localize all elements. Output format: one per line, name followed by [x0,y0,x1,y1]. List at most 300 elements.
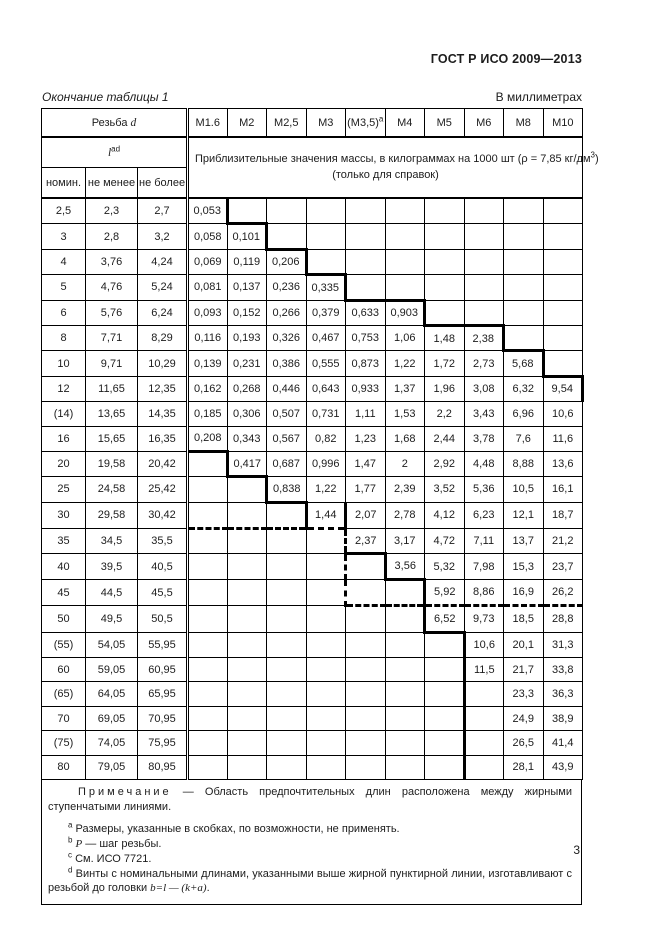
mass-cell: 2,39 [385,477,425,502]
mass-cell: 0,137 [227,275,267,300]
min-cell: 19,58 [86,451,138,476]
mass-cell [464,731,504,755]
mass-cell: 1,37 [385,376,425,401]
mass-cell [306,249,346,274]
mass-cell [227,502,267,528]
mass-cell: 3,17 [385,529,425,554]
mass-cell [188,632,228,657]
mass-cell [227,682,267,706]
table-row [42,606,583,632]
mass-cell [267,755,307,779]
mass-cell [188,606,228,632]
mass-cell [267,632,307,657]
mass-cell: 1,96 [425,376,465,401]
mass-cell: 5,32 [425,554,465,579]
mass-cell [188,529,228,554]
mass-cell: 36,3 [543,682,583,706]
max-cell: 4,24 [138,249,188,274]
mass-cell: 3,08 [464,376,504,401]
nominal-cell: 12 [42,376,86,401]
table-row [42,224,583,249]
mass-cell: 0,379 [306,300,346,325]
mass-cell: 2,92 [425,451,465,476]
mass-cell: 9,54 [543,376,583,401]
max-cell: 12,35 [138,376,188,401]
table-row [42,325,583,350]
table-row [42,477,583,502]
size-col-header: М2 [227,109,267,138]
mass-cell [227,477,267,502]
mass-cell [188,579,228,605]
mass-cell: 1,47 [346,451,386,476]
min-cell: 2,3 [86,198,138,224]
mass-cell: 2,07 [346,502,386,528]
mass-cell: 1,44 [306,502,346,528]
min-cell: 39,5 [86,554,138,579]
footnote-a: $^a$ Размеры, указанные в скобках, по возможности, не применять. [68,820,400,836]
nominal-cell: 80 [42,755,86,779]
mass-cell: 0,268 [227,376,267,401]
max-cell: 2,7 [138,198,188,224]
mass-cell [346,682,386,706]
mass-cell: 1,06 [385,325,425,350]
mass-cell: 1,22 [385,351,425,376]
mass-cell [504,275,544,300]
nominal-cell: 16 [42,426,86,451]
mass-cell: 43,9 [543,755,583,779]
table-row [42,682,583,706]
mass-cell: 0,266 [267,300,307,325]
mass-cell: 0,82 [306,426,346,451]
mass-cell: 0,731 [306,402,346,426]
mass-cell: 5,92 [425,579,465,605]
note-text: Область предпочтительных длин расположена между жирными ступенчатыми линиями. [48,785,572,813]
mass-header-exp: 3 [590,149,595,159]
mass-header [188,137,599,198]
mass-cell: 0,193 [227,325,267,350]
max-cell: 8,29 [138,325,188,350]
mass-cell [504,249,544,274]
mass-cell: 0,162 [188,376,228,401]
min-cell: 3,76 [86,249,138,274]
mass-cell: 1,68 [385,426,425,451]
mass-cell: 23,3 [504,682,544,706]
mass-cell: 0,058 [188,224,228,249]
mass-cell [306,198,346,224]
nominal-cell: 40 [42,554,86,579]
mass-cell: 18,7 [543,502,583,528]
mass-cell: 13,6 [543,451,583,476]
mass-cell: 0,069 [188,249,228,274]
note-main [48,785,572,814]
mass-cell: 15,3 [504,554,544,579]
mass-cell: 10,6 [464,632,504,657]
mass-cell: 1,48 [425,325,465,350]
max-cell: 20,42 [138,451,188,476]
min-cell: 11,65 [86,376,138,401]
mass-cell [385,198,425,224]
mass-cell [346,606,386,632]
page-number: 3 [573,843,580,857]
mass-cell [425,706,465,730]
mass-cell [227,658,267,682]
mass-cell [385,755,425,779]
mass-cell: 26,2 [543,579,583,605]
mass-cell [543,198,583,224]
mass-cell: 4,12 [425,502,465,528]
table-row [42,351,583,376]
mass-cell [188,477,228,502]
mass-cell: 1,23 [346,426,386,451]
nominal-cell: 10 [42,351,86,376]
max-cell: 60,95 [138,658,188,682]
table-continuation-caption: Окончание таблицы 1 [42,90,169,104]
mass-cell [188,451,228,476]
mass-cell [306,682,346,706]
mass-cell [385,632,425,657]
thread-symbol: d [130,116,137,129]
mass-cell: 0,231 [227,351,267,376]
mass-cell [464,682,504,706]
mass-cell: 0,236 [267,275,307,300]
mass-header-note: (только для справок) [332,168,439,181]
max-cell: 55,95 [138,632,188,657]
mass-cell: 0,335 [306,275,346,300]
min-cell: 9,71 [86,351,138,376]
mass-cell: 1,11 [346,402,386,426]
mass-cell [464,706,504,730]
mass-cell [306,632,346,657]
mass-cell: 20,1 [504,632,544,657]
mass-cell [346,579,386,605]
nominal-cell: 45 [42,579,86,605]
mass-cell: 16,1 [543,477,583,502]
mass-cell: 2,78 [385,502,425,528]
mass-cell [227,554,267,579]
table-row [42,376,583,401]
nominal-cell: 3 [42,224,86,249]
mass-cell [504,198,544,224]
nominal-cell: (14) [42,402,86,426]
mass-cell [188,682,228,706]
sub-col-header: не более [138,168,188,199]
mass-cell: 0,838 [267,477,307,502]
min-cell: 15,65 [86,426,138,451]
mass-cell: 0,053 [188,198,228,224]
mass-cell: 0,996 [306,451,346,476]
mass-cell [385,275,425,300]
mass-cell [425,224,465,249]
min-cell: 74,05 [86,731,138,755]
mass-cell: 7,6 [504,426,544,451]
mass-cell: 0,306 [227,402,267,426]
mass-cell [267,606,307,632]
mass-cell: 6,96 [504,402,544,426]
mass-cell [504,325,544,350]
table-row [42,198,583,224]
nominal-cell: 70 [42,706,86,730]
mass-cell: 6,52 [425,606,465,632]
mass-cell [385,731,425,755]
mass-cell: 33,8 [543,658,583,682]
mass-cell [543,325,583,350]
mass-cell [267,706,307,730]
mass-cell [227,579,267,605]
mass-cell [267,731,307,755]
mass-cell [227,706,267,730]
nominal-cell: 8 [42,325,86,350]
mass-cell [385,606,425,632]
nominal-cell: (55) [42,632,86,657]
size-col-header: $(М3,5)^a$ [346,109,386,138]
mass-cell: 0,417 [227,451,267,476]
nominal-cell: 50 [42,606,86,632]
mass-cell: 0,116 [188,325,228,350]
mass-cell: 0,643 [306,376,346,401]
mass-cell: 28,8 [543,606,583,632]
mass-cell [188,502,228,528]
size-col-header: М10 [543,109,583,138]
nominal-cell: (65) [42,682,86,706]
max-cell: 25,42 [138,477,188,502]
length-symbol: l [107,146,112,159]
mass-cell: 7,11 [464,529,504,554]
nominal-cell: 20 [42,451,86,476]
footnotes [48,822,572,896]
mass-cell: 1,22 [306,477,346,502]
dimensions-mass-table [41,108,599,780]
min-cell: 24,58 [86,477,138,502]
standard-number: ГОСТ Р ИСО 2009—2013 [430,52,582,66]
mass-cell [188,706,228,730]
mass-cell [385,579,425,605]
mass-cell: 6,32 [504,376,544,401]
table-row [42,755,583,779]
min-cell: 2,8 [86,224,138,249]
note-dash: — [182,785,194,798]
table-row [42,554,583,579]
table-row [42,300,583,325]
min-cell: 7,71 [86,325,138,350]
thread-header [42,109,188,138]
max-cell: 35,5 [138,529,188,554]
mass-cell: 0,101 [227,224,267,249]
mass-cell: 2,2 [425,402,465,426]
mass-cell: 2 [385,451,425,476]
mass-cell [425,658,465,682]
nominal-cell: 4 [42,249,86,274]
mass-cell [306,579,346,605]
mass-cell [543,275,583,300]
mass-cell: 28,1 [504,755,544,779]
mass-cell [306,658,346,682]
mass-cell: 0,152 [227,300,267,325]
size-col-header: М2,5 [267,109,307,138]
mass-cell: 0,903 [385,300,425,325]
table-row [42,658,583,682]
mass-cell [306,755,346,779]
mass-cell: 10,6 [543,402,583,426]
mass-cell: 0,386 [267,351,307,376]
mass-cell: 4,48 [464,451,504,476]
min-cell: 5,76 [86,300,138,325]
min-cell: 13,65 [86,402,138,426]
max-cell: 40,5 [138,554,188,579]
mass-cell [425,275,465,300]
mass-cell [306,606,346,632]
mass-cell [188,554,228,579]
mass-cell: 0,555 [306,351,346,376]
mass-cell: 8,86 [464,579,504,605]
mass-cell: 3,52 [425,477,465,502]
mass-cell [346,731,386,755]
mass-cell [267,502,307,528]
mass-cell [306,706,346,730]
mass-cell: 1,77 [346,477,386,502]
mass-cell [425,198,465,224]
mass-cell [306,554,346,579]
nominal-cell: (75) [42,731,86,755]
mass-cell: 0,343 [227,426,267,451]
mass-cell: 11,5 [464,658,504,682]
min-cell: 79,05 [86,755,138,779]
footnote-b: $^b$ P — шаг резьбы. [68,835,162,851]
mass-cell [464,249,504,274]
mass-cell [346,275,386,300]
units-label: В миллиметрах [495,90,582,104]
mass-cell: 5,68 [504,351,544,376]
mass-cell [267,554,307,579]
mass-cell [346,249,386,274]
mass-cell [227,632,267,657]
table-row [42,402,583,426]
mass-cell: 9,73 [464,606,504,632]
mass-cell: 2,37 [346,529,386,554]
max-cell: 30,42 [138,502,188,528]
mass-cell [464,300,504,325]
mass-cell: 16,9 [504,579,544,605]
mass-cell [425,731,465,755]
mass-cell [543,351,583,376]
mass-cell: 31,3 [543,632,583,657]
mass-cell [425,249,465,274]
mass-cell: 26,5 [504,731,544,755]
mass-cell: 0,093 [188,300,228,325]
length-header [42,137,188,168]
mass-cell [385,682,425,706]
footnote-d: $^d$ Винты с номинальными длинами, указанными выше жирной пунктирной линии, изготавливают с резьбой до головки b=l — (k+a). [48,865,572,895]
mass-cell: 0,326 [267,325,307,350]
table-row [42,275,583,300]
min-cell: 54,05 [86,632,138,657]
mass-cell [425,300,465,325]
max-cell: 65,95 [138,682,188,706]
mass-cell: 11,6 [543,426,583,451]
mass-cell: 0,753 [346,325,386,350]
mass-cell: 12,1 [504,502,544,528]
mass-cell: 21,7 [504,658,544,682]
size-col-header: М4 [385,109,425,138]
mass-cell: 4,72 [425,529,465,554]
max-cell: 50,5 [138,606,188,632]
table-row [42,451,583,476]
mass-cell: 3,43 [464,402,504,426]
mass-cell [346,632,386,657]
min-cell: 34,5 [86,529,138,554]
max-cell: 75,95 [138,731,188,755]
mass-cell: 24,9 [504,706,544,730]
max-cell: 14,35 [138,402,188,426]
mass-cell: 8,88 [504,451,544,476]
mass-cell [543,224,583,249]
mass-cell [188,731,228,755]
mass-cell [385,658,425,682]
mass-cell [346,706,386,730]
mass-cell: 0,081 [188,275,228,300]
min-cell: 64,05 [86,682,138,706]
mass-cell: 7,98 [464,554,504,579]
size-header-row [42,109,583,138]
min-cell: 29,58 [86,502,138,528]
size-col-header: М5 [425,109,465,138]
mass-cell: 0,507 [267,402,307,426]
mass-cell: 1,72 [425,351,465,376]
max-cell: 80,95 [138,755,188,779]
mass-cell [346,554,386,579]
max-cell: 10,29 [138,351,188,376]
mass-cell: 0,208 [188,426,228,451]
max-cell: 45,5 [138,579,188,605]
mass-cell: 0,567 [267,426,307,451]
mass-cell: 10,5 [504,477,544,502]
mass-cell: 0,633 [346,300,386,325]
table-body [42,198,583,779]
mass-cell [188,755,228,779]
min-cell: 4,76 [86,275,138,300]
sub-col-header: не менее [86,168,138,199]
nominal-cell: 25 [42,477,86,502]
mass-cell: 0,873 [346,351,386,376]
mass-cell [188,658,228,682]
min-cell: 69,05 [86,706,138,730]
mass-cell: 6,23 [464,502,504,528]
thread-label: Резьба [91,116,131,129]
mass-cell: 0,933 [346,376,386,401]
mass-cell: 1,53 [385,402,425,426]
length-footnote-marks: ad [111,143,121,153]
mass-cell: 0,206 [267,249,307,274]
length-header-row [42,137,583,168]
mass-cell [227,606,267,632]
mass-cell: 41,4 [543,731,583,755]
mass-cell [425,632,465,657]
table-row [42,529,583,554]
note-label: Примечание [78,785,172,798]
nominal-cell: 2,5 [42,198,86,224]
mass-cell: 0,467 [306,325,346,350]
table-row [42,249,583,274]
mass-cell [267,682,307,706]
max-cell: 3,2 [138,224,188,249]
mass-cell [227,731,267,755]
mass-cell: 2,73 [464,351,504,376]
size-col-header: М8 [504,109,544,138]
mass-cell: 0,687 [267,451,307,476]
table-row [42,731,583,755]
min-cell: 44,5 [86,579,138,605]
nominal-cell: 35 [42,529,86,554]
mass-cell: 0,119 [227,249,267,274]
